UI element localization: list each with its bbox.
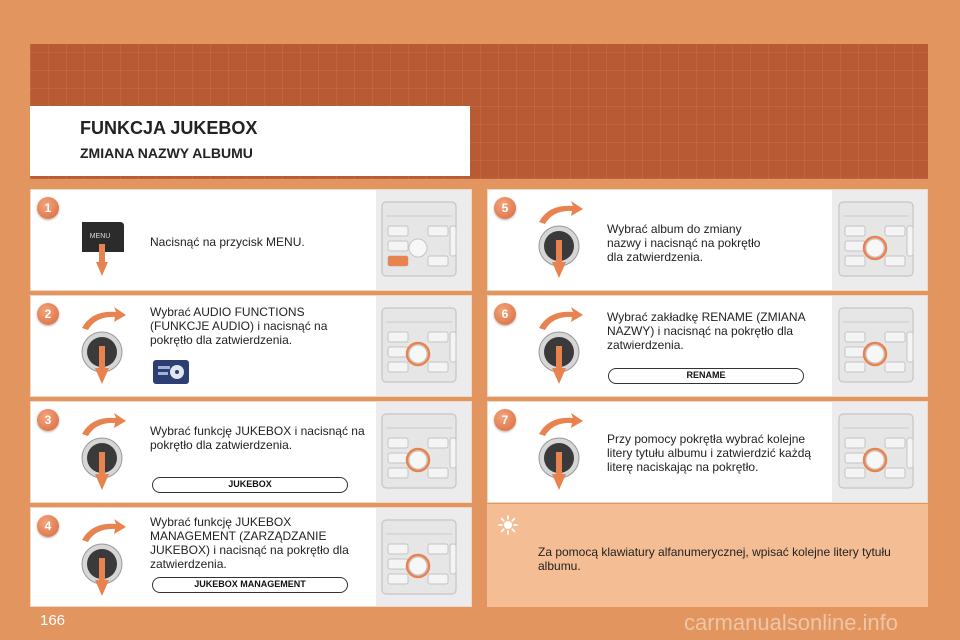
radio-faceplate-icon bbox=[378, 406, 460, 494]
rotary-knob-icon bbox=[74, 306, 134, 386]
radio-faceplate-icon bbox=[378, 300, 460, 388]
watermark: carmanualsonline.info bbox=[684, 610, 899, 635]
step-1-text: Nacisnąć na przycisk MENU. bbox=[150, 235, 305, 249]
step-2-text: Wybrać AUDIO FUNCTIONS (FUNKCJE AUDIO) i nacisnąć na pokrętło dla zatwierdzenia. bbox=[150, 305, 328, 347]
step-5-text: Wybrać album do zmiany nazwy i nacisnąć na pokrętło dla zatwierdzenia. bbox=[607, 222, 761, 264]
step-number-badge: 3 bbox=[37, 409, 59, 431]
step-number-badge: 7 bbox=[494, 409, 516, 431]
step-4-text: Wybrać funkcję JUKEBOX MANAGEMENT (ZARZĄDZANIE JUKEBOX) i nacisnąć na pokrętło dla zatwierdzenia. bbox=[150, 515, 349, 571]
rotary-knob-icon bbox=[531, 412, 591, 492]
radio-faceplate-icon bbox=[378, 512, 460, 600]
radio-faceplate-icon bbox=[835, 300, 917, 388]
tip-text: Za pomocą klawiatury alfanumerycznej, wpisać kolejne litery tytułu albumu. bbox=[538, 545, 891, 573]
step-6-text: Wybrać zakładkę RENAME (ZMIANA NAZWY) i nacisnąć na pokrętło dla zatwierdzenia. bbox=[607, 310, 805, 352]
step-number-badge: 2 bbox=[37, 303, 59, 325]
step-7-text: Przy pomocy pokrętła wybrać kolejne litery tytułu albumu i zatwierdzić każdą literę naciskając na pokrętło. bbox=[607, 432, 812, 474]
title-panel bbox=[30, 106, 470, 176]
jukebox-menu-pill: JUKEBOX bbox=[152, 477, 348, 493]
page-number: 166 bbox=[40, 612, 66, 629]
rotary-knob-icon bbox=[531, 306, 591, 386]
menu-button-icon bbox=[78, 218, 128, 278]
rename-menu-pill: RENAME bbox=[608, 368, 804, 384]
step-number-badge: 6 bbox=[494, 303, 516, 325]
jukebox-management-pill: JUKEBOX MANAGEMENT bbox=[152, 577, 348, 593]
lightbulb-icon bbox=[497, 514, 519, 536]
step-3-text: Wybrać funkcję JUKEBOX i nacisnąć na pokrętło dla zatwierdzenia. bbox=[150, 424, 365, 452]
page-title: FUNKCJA JUKEBOX bbox=[80, 118, 258, 138]
step-number-badge: 4 bbox=[37, 515, 59, 537]
rotary-knob-icon bbox=[531, 200, 591, 280]
step-number-badge: 5 bbox=[494, 197, 516, 219]
rotary-knob-icon bbox=[74, 518, 134, 598]
radio-faceplate-icon bbox=[835, 194, 917, 282]
page-subtitle: ZMIANA NAZWY ALBUMU bbox=[80, 145, 253, 161]
step-number-badge: 1 bbox=[37, 197, 59, 219]
rotary-knob-icon bbox=[74, 412, 134, 492]
radio-faceplate-icon bbox=[835, 406, 917, 494]
menu-button-label: MENU bbox=[89, 233, 111, 240]
radio-faceplate-icon bbox=[378, 194, 460, 282]
audio-functions-icon bbox=[153, 360, 189, 384]
